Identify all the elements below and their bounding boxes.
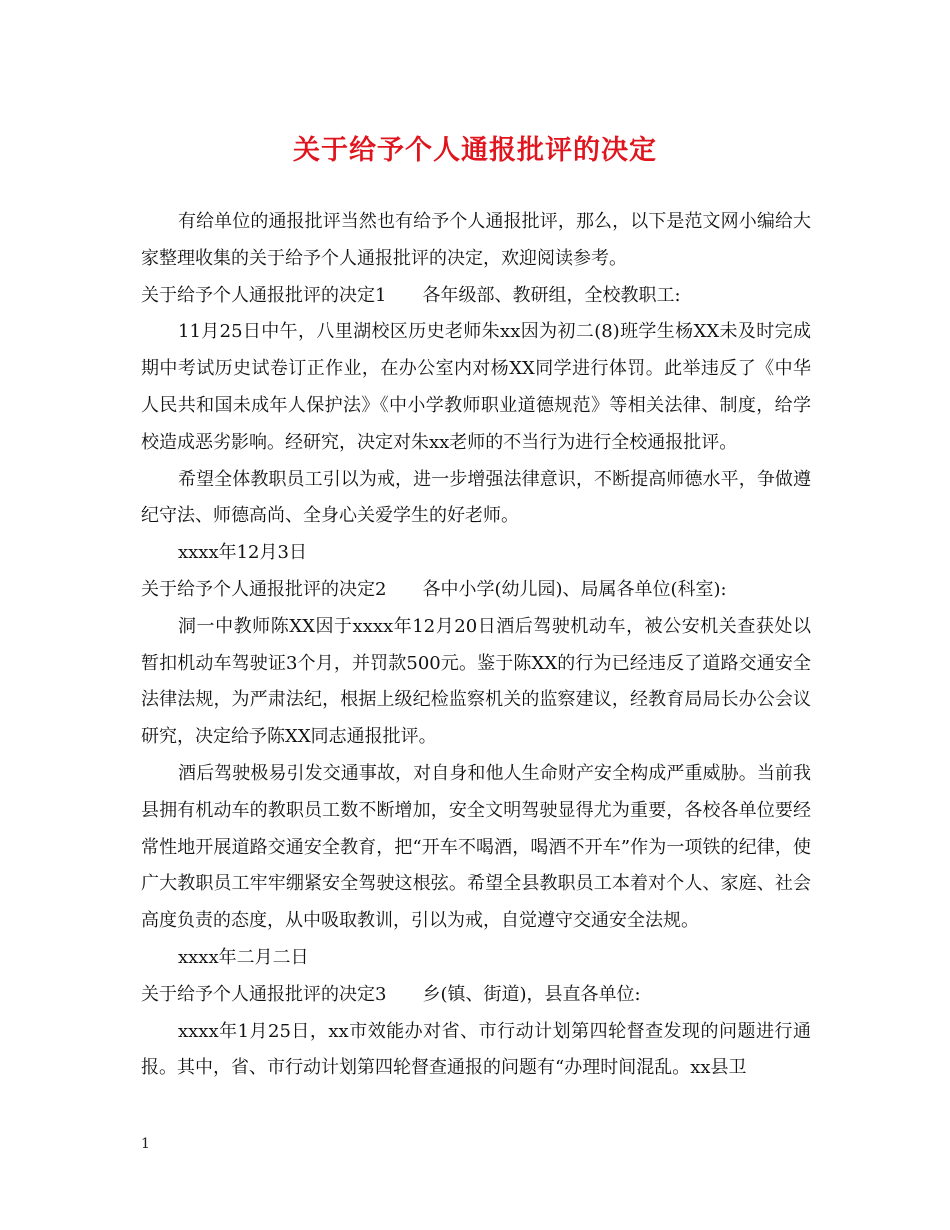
decision-1-date: xxxx年12月3日 [178,542,307,564]
document-body [141,204,811,1087]
document-title: 关于给予个人通报批评的决定 [293,135,657,166]
decision-1-paragraph: 11月25日中午，八里湖校区历史老师朱xx因为初二(8)班学生杨XX未及时完成期中考试历史试卷订正作业，在办公室内对杨XX同学进行体罚。此举违反了《中华人民共和国未成年人保护法》《中小学教师职业道德规范》等相关法律、制度，给学校造成恶劣影响。经研究，决定对朱xx老师的不当行为进行全校通报批评。 [141,321,811,453]
decision-2-date: xxxx年二月二日 [178,946,309,968]
intro-paragraph: 有给单位的通报批评当然也有给予个人通报批评，那么，以下是范文网小编给大家整理收集的关于给予个人通报批评的决定，欢迎阅读参考。 [141,211,811,269]
decision-2-heading: 关于给予个人通报批评的决定2 各中小学(幼儿园)、局属各单位(科室): [141,578,727,600]
decision-2-paragraph: 酒后驾驶极易引发交通事故，对自身和他人生命财产安全构成严重威胁。当前我县拥有机动车的教职员工数不断增加，安全文明驾驶显得尤为重要，各校各单位要经常性地开展道路交通安全教育，把“开车不喝酒，喝酒不开车”作为一项铁的纪律，使广大教职员工牢牢绷紧安全驾驶这根弦。希望全县教职员工本着对个人、家庭、社会高度负责的态度，从中吸取教训，引以为戒，自觉遵守交通安全法规。 [141,762,811,932]
page-number: 1 [141,1136,150,1152]
decision-3-heading: 关于给予个人通报批评的决定3 乡(镇、街道)，县直各单位: [141,983,641,1005]
decision-2-paragraph: 洞一中教师陈XX因于xxxx年12月20日酒后驾驶机动车，被公安机关查获处以暂扣机动车驾驶证3个月，并罚款500元。鉴于陈XX的行为已经违反了道路交通安全法律法规，为严肃法纪，根据上级纪检监察机关的监察建议，经教育局局长办公会议研究，决定给予陈XX同志通报批评。 [141,615,811,748]
decision-1-heading: 关于给予个人通报批评的决定1 各年级部、教研组，全校教职工: [141,284,681,306]
decision-1-paragraph: 希望全体教职员工引以为戒，进一步增强法律意识，不断提高师德水平，争做遵纪守法、师德高尚、全身心关爱学生的好老师。 [141,468,811,527]
decision-3-paragraph: xxxx年1月25日，xx市效能办对省、市行动计划第四轮督查发现的问题进行通报。其中，省、市行动计划第四轮督查通报的问题有“办理时间混乱。xx县卫 [141,1020,811,1079]
